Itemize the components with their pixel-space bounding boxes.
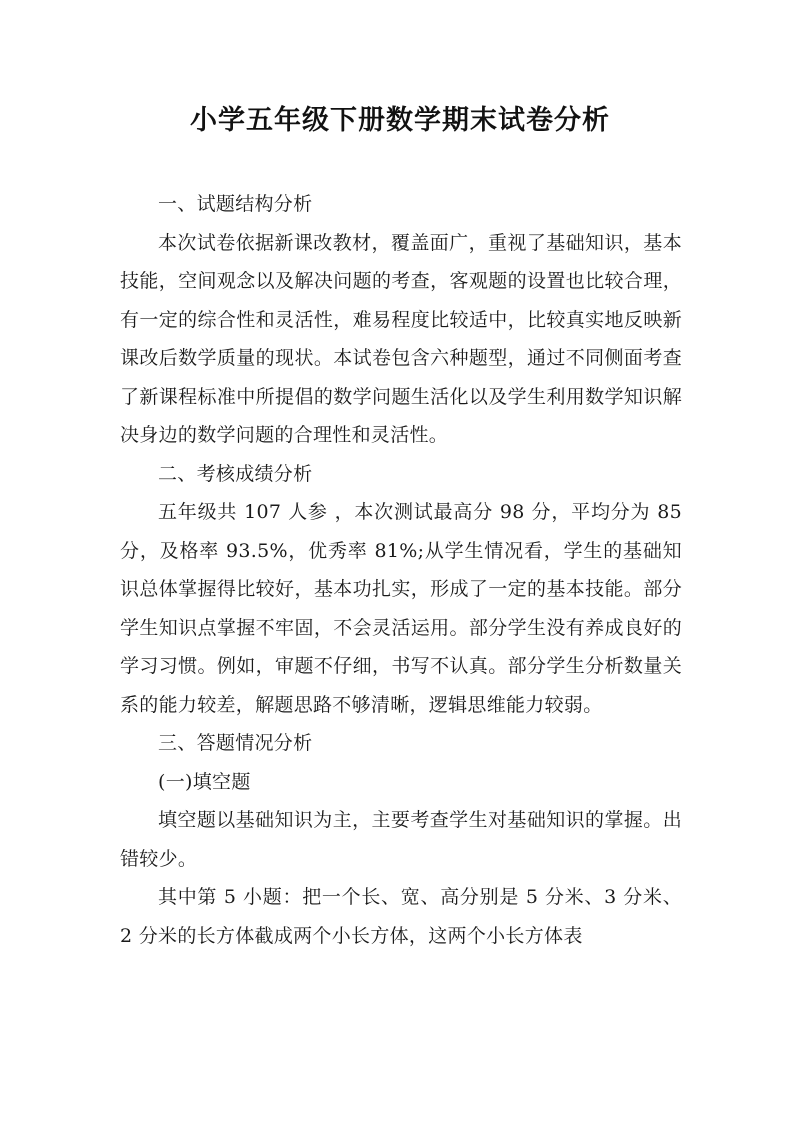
section-heading-structure: 一、试题结构分析 [158, 193, 313, 215]
document-body [120, 185, 682, 955]
subsection-heading-fill-blank: (一)填空题 [158, 770, 251, 793]
section-heading-answers: 三、答题情况分析 [158, 732, 313, 754]
paragraph-score-analysis: 五年级共 107 人参 ，本次测试最高分 98 分，平均分为 85 分，及格率 93.5%，优秀率 81%;从学生情况看，学生的基础知识总体掌握得比较好，基本功扎实，形成了一定的基本技能。部分学生知识点掌握不牢固，不会灵活运用。部分学生没有养成良好的学习习惯。例如，审题不仔细，书写不认真。部分学生分析数量关系的能力较差，解题思路不够清晰，逻辑思维能力较弱。 [120, 501, 682, 716]
paragraph-question-5: 其中第 5 小题：把一个长、宽、高分别是 5 分米、3 分米、2 分米的长方体截成两个小长方体，这两个小长方体表 [120, 886, 682, 947]
paragraph-fill-blank: 填空题以基础知识为主，主要考查学生对基础知识的掌握。出错较少。 [120, 809, 682, 870]
paragraph-structure-analysis: 本次试卷依据新课改教材，覆盖面广，重视了基础知识，基本技能，空间观念以及解决问题的考查，客观题的设置也比较合理，有一定的综合性和灵活性，难易程度比较适中，比较真实地反映新课改后数学质量的现状。本试卷包含六种题型，通过不同侧面考查了新课程标准中所提倡的数学问题生活化以及学生利用数学知识解决身边的数学问题的合理性和灵活性。 [120, 231, 682, 446]
section-heading-scores: 二、考核成绩分析 [158, 462, 313, 485]
document-title: 小学五年级下册数学期末试卷分析 [190, 105, 610, 136]
